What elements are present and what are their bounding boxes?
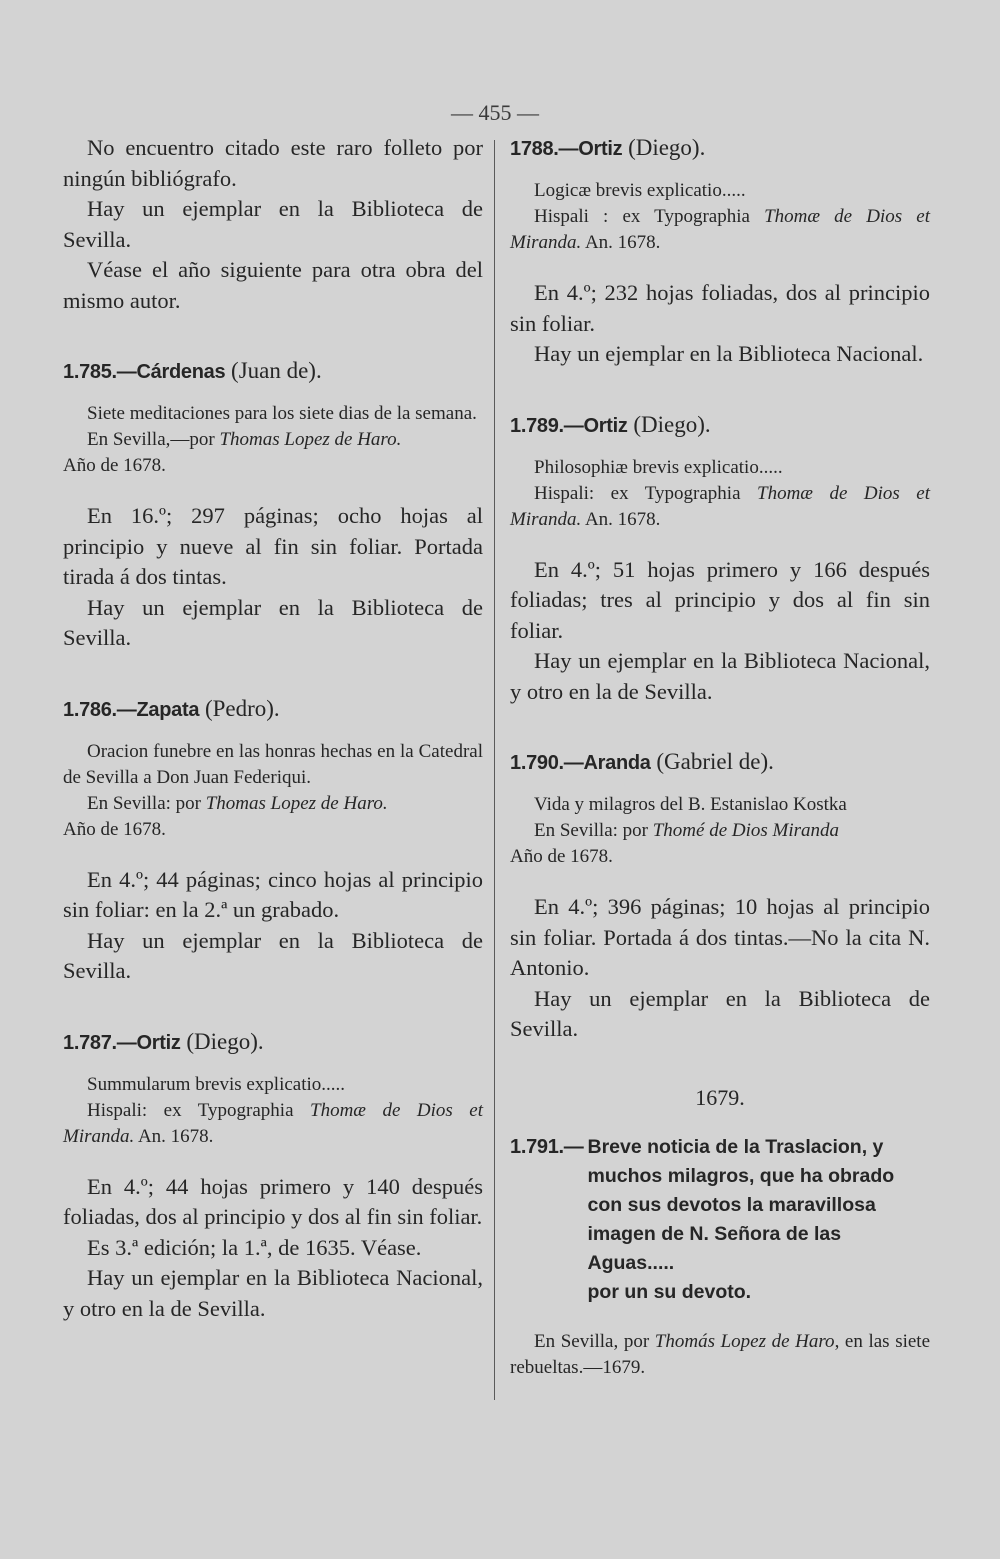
entry-author-name: (Pedro). [199, 695, 280, 721]
year-heading: 1679. [695, 1084, 745, 1110]
entry-author-name: (Diego). [180, 1028, 264, 1054]
entry-number: 1.786.— [63, 698, 137, 721]
entry-1785 [63, 356, 483, 654]
column-divider [494, 140, 495, 1400]
entry-imprint: Hispali : ex Typographia Thomæ de Dios et Miranda. An. 1678. [510, 206, 930, 253]
entry-heading [63, 694, 483, 725]
entry-1787 [63, 1027, 483, 1325]
entry-description: En 4.º; 51 hojas primero y 166 después foliadas; tres al principio y dos al fin sin foliar. [510, 556, 930, 643]
entry-1791 [510, 1133, 930, 1307]
left-column [63, 133, 483, 1324]
entry-description: En 4.º; 44 hojas primero y 140 después foliadas, dos al principio y dos al fin sin foliar. [63, 1173, 483, 1229]
entry-number: 1788.— [510, 138, 579, 160]
right-column [510, 133, 930, 1381]
entry-copy: Hay un ejemplar en la Biblioteca de Sevilla. [63, 927, 483, 983]
entry-title: Logicæ brevis explicatio..... [534, 180, 746, 201]
entry-author-name: (Gabriel de). [650, 749, 774, 774]
entry-copy: Hay un ejemplar en la Biblioteca Nacional. [534, 341, 924, 366]
entry-heading [510, 410, 930, 441]
entry-year: Año de 1678. [510, 846, 613, 867]
entry-title: Siete meditaciones para los siete dias de la semana. [87, 403, 477, 424]
entry-imprint: En Sevilla,—por Thomas Lopez de Haro. [87, 429, 402, 450]
entry-heading [63, 1027, 483, 1058]
entry-copy: Hay un ejemplar en la Biblioteca de Sevilla. [510, 985, 930, 1041]
entry-description: En 4.º; 396 páginas; 10 hojas al principio sin foliar. Portada á dos tintas.—No la cita N. Antonio. [510, 894, 930, 980]
entry-copy: Hay un ejemplar en la Biblioteca Nacional, y otro en la de Sevilla. [63, 1265, 483, 1321]
paragraph: No encuentro citado este raro folleto por ningún bibliógrafo. [63, 135, 483, 191]
page-number: — 455 — [451, 100, 539, 125]
entry-title: Summularum brevis explicatio..... [87, 1073, 346, 1095]
entry-title-line: por un su devoto. [587, 1280, 752, 1303]
entry-title-line: muchos milagros, que ha obrado [587, 1164, 895, 1187]
entry-title: Philosophiæ brevis explicatio..... [534, 456, 783, 478]
entry-1790 [510, 747, 930, 1045]
entry-author-name: (Juan de). [225, 358, 322, 383]
entry-title-line: imagen de N. Señora de las Aguas..... [587, 1222, 842, 1274]
entry-author: Cárdenas [136, 361, 226, 383]
entry-title: Oracion funebre en las honras hechas en la Catedral de Sevilla a Don Juan Federiqui. [63, 740, 483, 788]
entry-description: En 4.º; 44 páginas; cinco hojas al principio sin foliar: en la 2.ª un grabado. [63, 866, 483, 922]
entry-number: 1.790.— [510, 752, 584, 774]
entry-author: Aranda [583, 752, 651, 774]
entry-1786 [63, 694, 483, 987]
entry-title: Vida y milagros del B. Estanislao Kostka [534, 794, 847, 815]
entry-number: 1.791.— [510, 1135, 584, 1158]
entry-note: Es 3.ª edición; la 1.ª, de 1635. Véase. [87, 1234, 422, 1260]
paragraph: Véase el año siguiente para otra obra del mismo autor. [63, 257, 483, 313]
entry-year: Año de 1678. [63, 455, 166, 476]
entry-author-name: (Diego). [627, 411, 711, 437]
entry-author: Ortiz [136, 1031, 181, 1054]
entry-heading [510, 133, 930, 164]
entry-year: Año de 1678. [63, 818, 166, 840]
entry-1788 [510, 133, 930, 370]
entry-description: En 4.º; 232 hojas foliadas, dos al principio sin foliar. [510, 280, 930, 336]
entry-title-line: Breve noticia de la Traslacion, y [587, 1135, 884, 1158]
paragraph: Hay un ejemplar en la Biblioteca de Sevilla. [63, 196, 483, 252]
entry-author: Ortiz [578, 138, 623, 160]
entry-heading [510, 747, 930, 778]
entry-number: 1.785.— [63, 361, 137, 383]
entry-imprint: Hispali: ex Typographia Thomæ de Dios et Miranda. An. 1678. [63, 1099, 483, 1147]
entry-imprint: En Sevilla, por Thomás Lopez de Haro, en las siete rebueltas.—1679. [510, 1330, 931, 1378]
entry-copy: Hay un ejemplar en la Biblioteca de Sevilla. [63, 594, 483, 650]
entry-1789 [510, 410, 930, 708]
entry-imprint: En Sevilla: por Thomas Lopez de Haro. [87, 792, 388, 814]
entry-title-line: con sus devotos la maravillosa [587, 1193, 876, 1216]
entry-description: En 16.º; 297 páginas; ocho hojas al principio y nueve al fin sin foliar. Portada tirada á dos tintas. [63, 503, 483, 589]
entry-heading [63, 356, 483, 387]
entry-number: 1.787.— [63, 1031, 137, 1054]
entry-author: Ortiz [583, 414, 628, 437]
entry-number: 1.789.— [510, 414, 584, 437]
entry-author-name: (Diego). [622, 135, 706, 160]
entry-author: Zapata [136, 698, 200, 721]
entry-imprint: En Sevilla: por Thomé de Dios Miranda [534, 820, 840, 841]
entry-imprint: Hispali: ex Typographia Thomæ de Dios et Miranda. An. 1678. [510, 482, 930, 530]
entry-copy: Hay un ejemplar en la Biblioteca Nacional, y otro en la de Sevilla. [510, 648, 930, 704]
